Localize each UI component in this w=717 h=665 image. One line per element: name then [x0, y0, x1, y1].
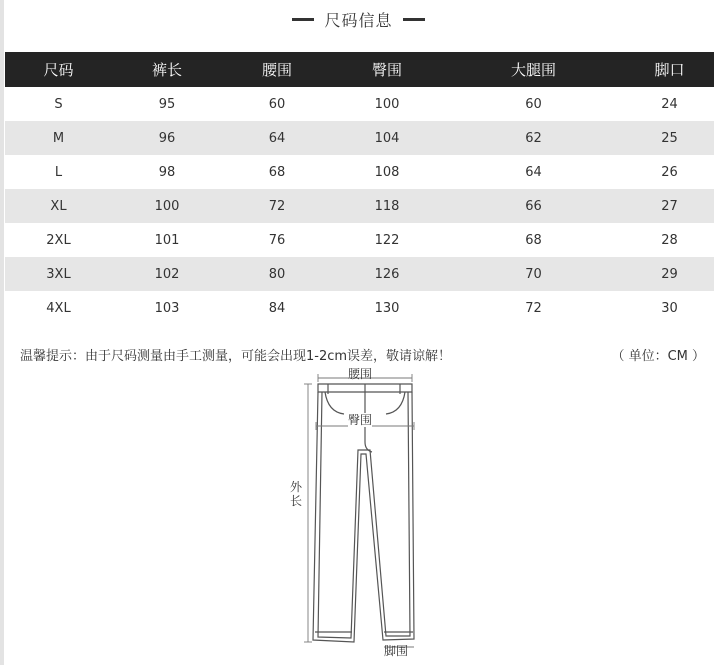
- table-cell: 72: [442, 291, 625, 325]
- diagram-length-label: 外长: [289, 480, 302, 508]
- table-cell: S: [5, 87, 112, 121]
- table-cell: 96: [112, 121, 222, 155]
- table-cell: 26: [625, 155, 714, 189]
- page-left-border: [0, 0, 4, 665]
- table-cell: 30: [625, 291, 714, 325]
- pants-diagram: [280, 362, 440, 665]
- table-cell: 64: [222, 121, 332, 155]
- table-cell: 95: [112, 87, 222, 121]
- table-cell: 25: [625, 121, 714, 155]
- table-cell: 60: [442, 87, 625, 121]
- table-cell: 130: [332, 291, 442, 325]
- table-cell: 126: [332, 257, 442, 291]
- table-cell: 100: [112, 189, 222, 223]
- table-cell: 64: [442, 155, 625, 189]
- table-cell: 98: [112, 155, 222, 189]
- table-cell: 104: [332, 121, 442, 155]
- table-cell: 3XL: [5, 257, 112, 291]
- unit-label: （ 单位：CM ）: [611, 349, 705, 364]
- table-cell: 80: [222, 257, 332, 291]
- header-cell-hem: 脚口: [625, 52, 714, 87]
- table-cell: 28: [625, 223, 714, 257]
- header-cell-hip: 臀围: [332, 52, 442, 87]
- table-cell: 72: [222, 189, 332, 223]
- table-cell: 118: [332, 189, 442, 223]
- pants-outline-icon: [280, 362, 440, 665]
- table-cell: 68: [222, 155, 332, 189]
- title-dash-right: [403, 18, 425, 21]
- table-cell: 108: [332, 155, 442, 189]
- table-cell: 27: [625, 189, 714, 223]
- header-cell-size: 尺码: [5, 52, 112, 87]
- table-cell: XL: [5, 189, 112, 223]
- title-dash-left: [292, 18, 314, 21]
- section-title: [0, 7, 717, 31]
- table-cell: 100: [332, 87, 442, 121]
- table-row: [5, 223, 714, 257]
- table-cell: 60: [222, 87, 332, 121]
- table-cell: 4XL: [5, 291, 112, 325]
- table-cell: 103: [112, 291, 222, 325]
- table-cell: 66: [442, 189, 625, 223]
- table-header-row: [5, 52, 714, 87]
- table-cell: 24: [625, 87, 714, 121]
- table-cell: 62: [442, 121, 625, 155]
- table-cell: 2XL: [5, 223, 112, 257]
- table-row: [5, 155, 714, 189]
- table-row: [5, 87, 714, 121]
- diagram-hip-label: 臀围: [348, 413, 373, 427]
- table-cell: 101: [112, 223, 222, 257]
- table-row: [5, 257, 714, 291]
- measurement-notice: 温馨提示：由于尺码测量由手工测量，可能会出现1-2cm误差，敬请谅解！: [20, 349, 452, 364]
- header-cell-waist: 腰围: [222, 52, 332, 87]
- table-cell: 29: [625, 257, 714, 291]
- table-cell: 70: [442, 257, 625, 291]
- table-cell: L: [5, 155, 112, 189]
- table-cell: 76: [222, 223, 332, 257]
- table-cell: 102: [112, 257, 222, 291]
- header-cell-length: 裤长: [112, 52, 222, 87]
- table-row: [5, 189, 714, 223]
- table-cell: 84: [222, 291, 332, 325]
- table-row: [5, 121, 714, 155]
- diagram-hem-label: 脚围: [384, 644, 409, 658]
- header-cell-thigh: 大腿围: [442, 52, 625, 87]
- table-cell: 122: [332, 223, 442, 257]
- table-cell: 68: [442, 223, 625, 257]
- section-title-text: 尺码信息: [324, 10, 393, 30]
- diagram-waist-label: 腰围: [348, 367, 373, 381]
- size-table: [5, 52, 714, 325]
- table-cell: M: [5, 121, 112, 155]
- table-row: [5, 291, 714, 325]
